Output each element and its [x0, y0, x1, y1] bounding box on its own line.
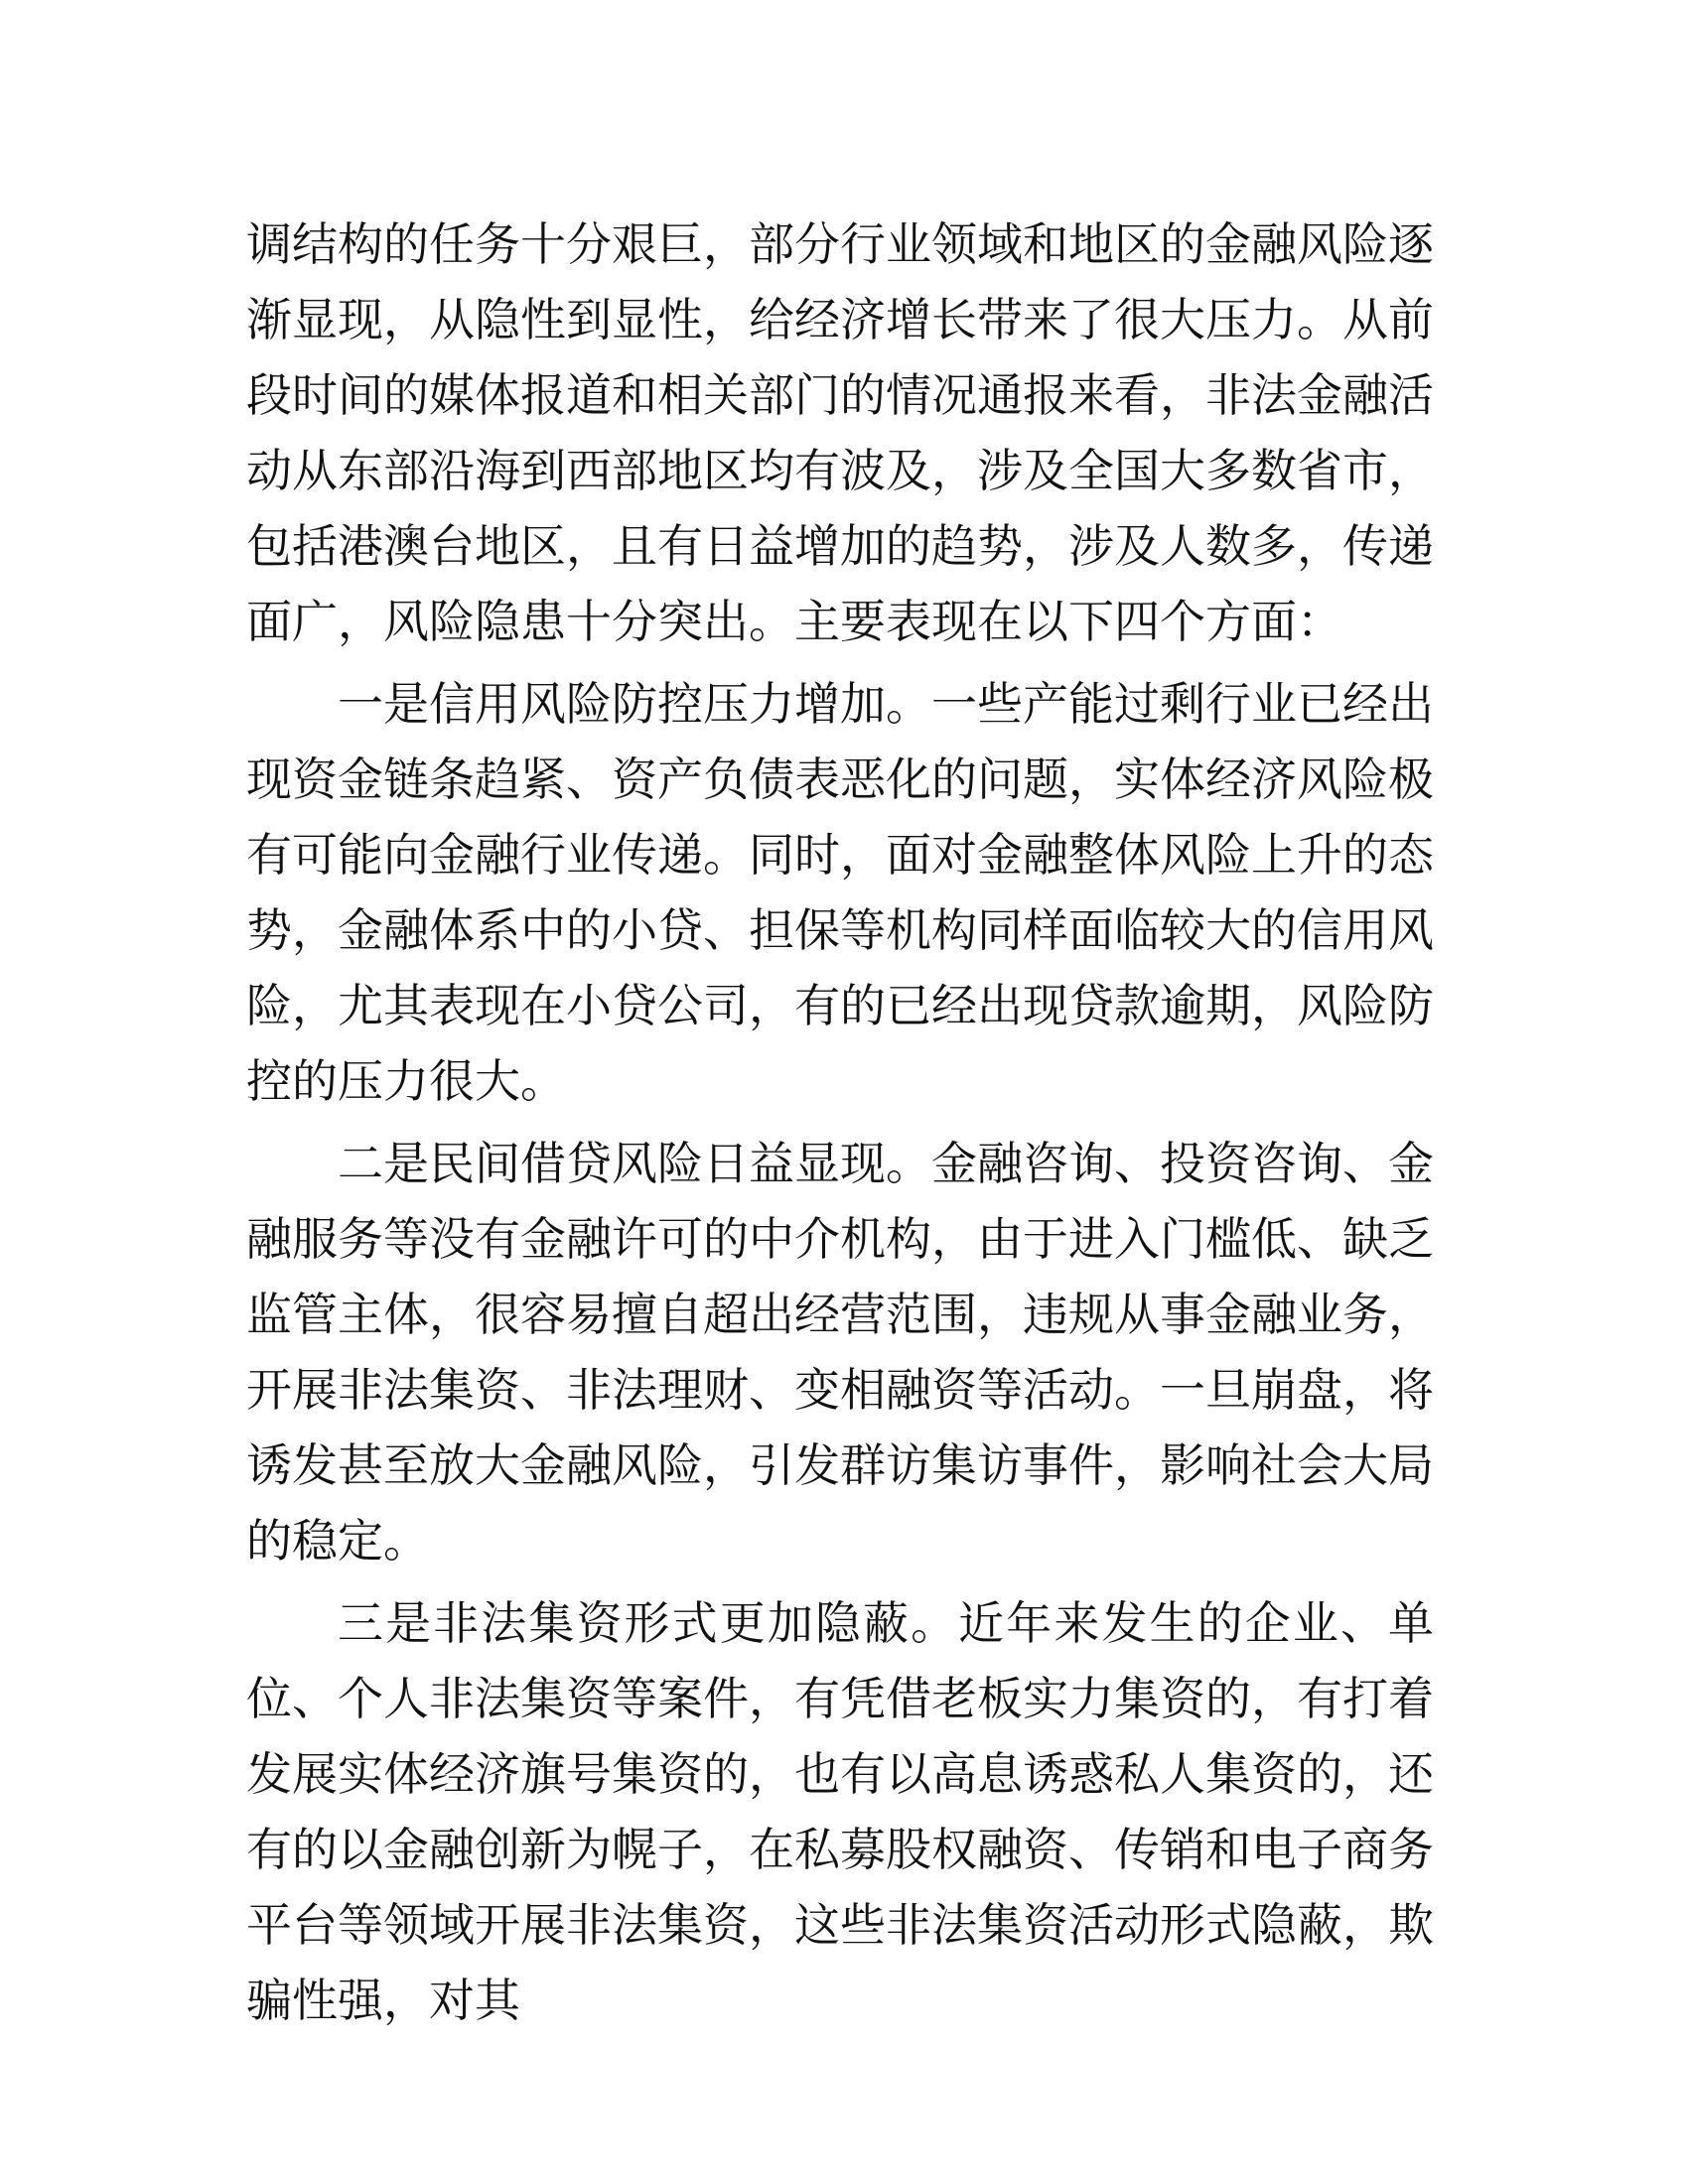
paragraph-private-lending-risk: 二是民间借贷风险日益显现。金融咨询、投资咨询、金融服务等没有金融许可的中介机构，由于进入门槛低、缺乏监管主体，很容易擅自超出经营范围，违规从事金融业务，开展非法集资、非法理财、变相融资等活动。一旦崩盘，将诱发甚至放大金融风险，引发群访集访事件，影响社会大局的稳定。 [246, 1137, 1434, 1568]
document-body [246, 206, 1434, 2038]
paragraph-illegal-fundraising: 三是非法集资形式更加隐蔽。近年来发生的企业、单位、个人非法集资等案件，有凭借老板实力集资的，有打着发展实体经济旗号集资的，也有以高息诱惑私人集资的，还有的以金融创新为幌子，在私募股权融资、传销和电子商务平台等领域开展非法集资，这些非法集资活动形式隐蔽，欺骗性强，对其 [246, 1596, 1434, 2027]
paragraph-credit-risk: 一是信用风险防控压力增加。一些产能过剩行业已经出现资金链条趋紧、资产负债表恶化的问题，实体经济风险极有可能向金融行业传递。同时，面对金融整体风险上升的态势，金融体系中的小贷、担保等机构同样面临较大的信用风险，尤其表现在小贷公司，有的已经出现贷款逾期，风险防控的压力很大。 [246, 677, 1434, 1108]
paragraph-intro: 调结构的任务十分艰巨，部分行业领域和地区的金融风险逐渐显现，从隐性到显性，给经济增长带来了很大压力。从前段时间的媒体报道和相关部门的情况通报来看，非法金融活动从东部沿海到西部地区均有波及，涉及全国大多数省市，包括港澳台地区，且有日益增加的趋势，涉及人数多，传递面广，风险隐患十分突出。主要表现在以下四个方面： [246, 217, 1434, 648]
